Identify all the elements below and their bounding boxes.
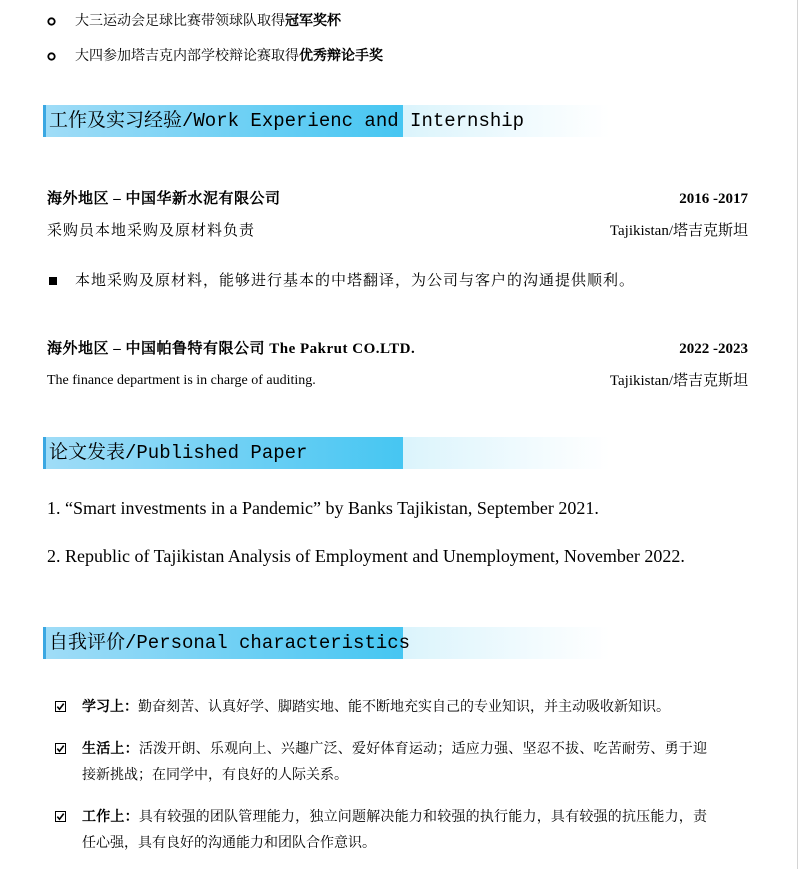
evaluation-text: 具有较强的团队管理能力，独立问题解决能力和较强的执行能力，具有较强的抗压能力，责任心强，具有良好的沟通能力和团队合作意识。	[82, 809, 708, 851]
evaluation-body	[82, 804, 707, 856]
job-location: Tajikistan/塔吉克斯坦	[609, 223, 748, 239]
job-subheader	[47, 369, 748, 393]
job-role: 采购员本地采购及原材料负责	[47, 223, 256, 239]
checkbox-checked-icon	[55, 811, 66, 822]
job-role: The finance department is in charge of auditing.	[47, 373, 316, 388]
papers-section-heading: 论文发表/Published Paper	[43, 437, 610, 469]
page-right-edge	[797, 0, 798, 869]
award-item	[0, 4, 760, 39]
award-text: 大四参加塔吉克内部学校辩论赛取得	[75, 48, 299, 64]
award-text: 大三运动会足球比赛带领球队取得	[75, 13, 285, 29]
job-subheader	[47, 219, 748, 243]
job-period: 2022 -2023	[679, 341, 748, 357]
paper-item: 1. “Smart investments in a Pandemic” by Banks Tajikistan, September 2021.	[47, 498, 599, 518]
evaluation-text: 勤奋刻苦、认真好学、脚踏实地、能不断地充实自己的专业知识，并主动吸收新知识。	[138, 699, 670, 715]
award-highlight: 冠军奖杯	[285, 13, 341, 29]
job-detail-item	[47, 269, 748, 293]
evaluation-label: 工作上：	[82, 809, 139, 825]
job-header	[47, 337, 748, 361]
paper-item: 2. Republic of Tajikistan Analysis of Employment and Unemployment, November 2022.	[47, 546, 685, 566]
job-location: Tajikistan/塔吉克斯坦	[609, 373, 748, 389]
evaluation-label: 学习上：	[82, 699, 138, 715]
job-company: 海外地区 – 中国帕鲁特有限公司 The Pakrut CO.LTD.	[47, 341, 416, 357]
evaluation-body	[82, 694, 707, 720]
awards-list	[0, 4, 760, 74]
checkbox-checked-icon	[55, 701, 66, 712]
job-period: 2016 -2017	[679, 191, 748, 207]
job-detail-text: 本地采购及原材料，能够进行基本的中塔翻译，为公司与客户的沟通提供顺利。	[75, 273, 636, 289]
evaluation-section-heading: 自我评价/Personal characteristics	[43, 627, 610, 659]
evaluation-label: 生活上：	[82, 741, 139, 757]
checkbox-checked-icon	[55, 743, 66, 754]
award-highlight: 优秀辩论手奖	[299, 48, 383, 64]
evaluation-body	[82, 736, 707, 788]
job-header	[47, 187, 748, 211]
award-item	[0, 39, 760, 74]
square-bullet-icon	[49, 277, 57, 285]
job-company: 海外地区 – 中国华新水泥有限公司	[47, 191, 281, 207]
hollow-circle-bullet-icon	[47, 17, 56, 26]
evaluation-text: 活泼开朗、乐观向上、兴趣广泛、爱好体育运动；适应力强、坚忍不拔、吃苦耐劳、勇于迎接新挑战；在同学中，有良好的人际关系。	[82, 741, 708, 783]
hollow-circle-bullet-icon	[47, 52, 56, 61]
work-section-heading: 工作及实习经验/Work Experienc and Internship	[43, 105, 610, 137]
